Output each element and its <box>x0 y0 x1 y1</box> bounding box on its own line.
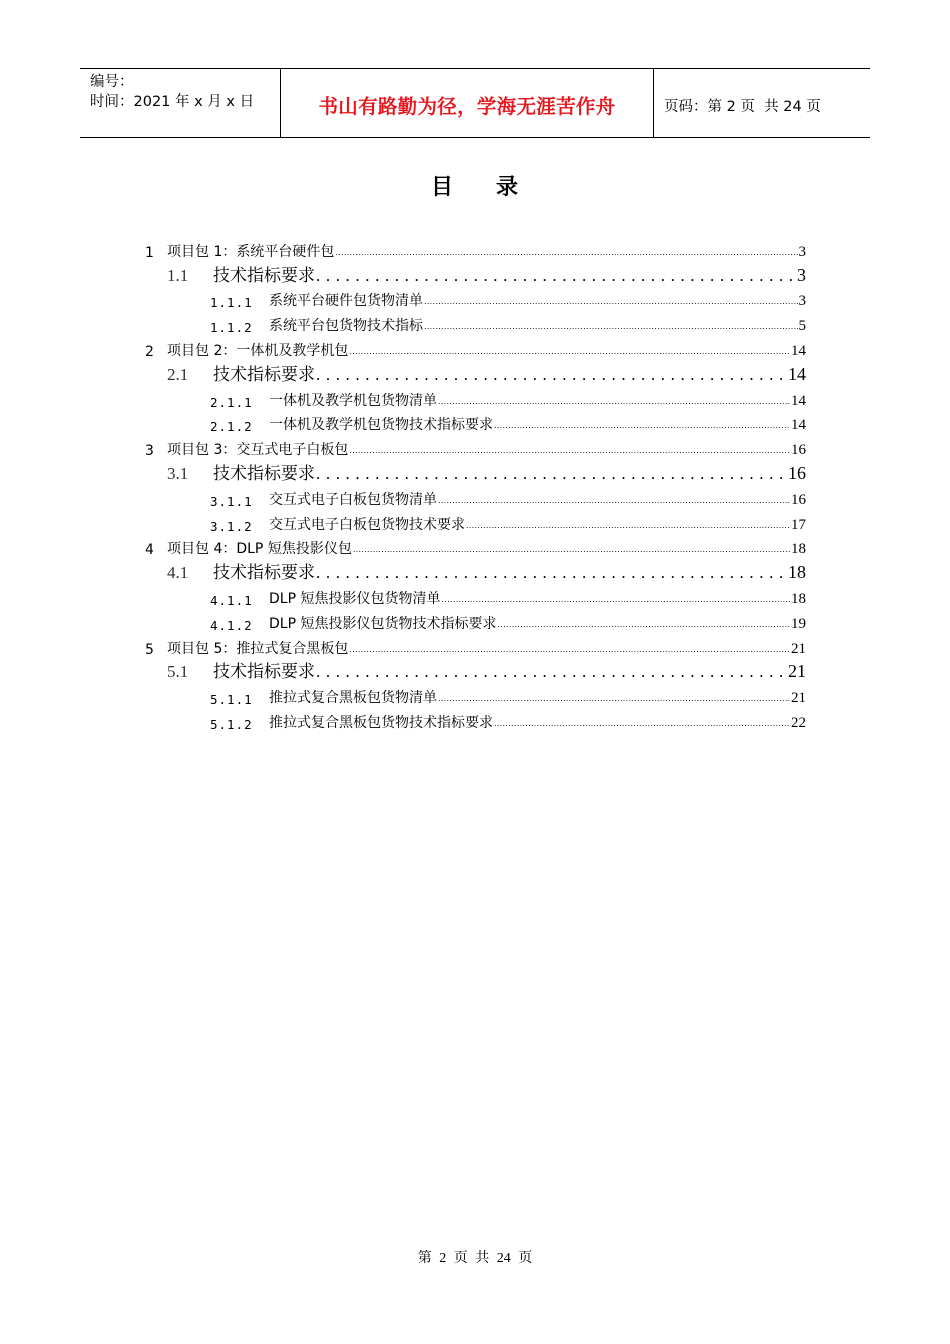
toc-title-char-2: 录 <box>496 175 520 200</box>
toc-dot-leader <box>438 394 790 410</box>
toc-dot-leader <box>349 443 790 459</box>
toc-dot-leader <box>316 662 787 682</box>
toc-entry-title: 交互式电子白板包货物技术要求 <box>269 516 465 533</box>
toc-entry-title: 技术指标要求 <box>213 463 315 483</box>
toc-title <box>0 170 950 201</box>
toc-entry-page: 16 <box>791 442 806 459</box>
toc-entry-number: 1.1.1 <box>210 295 253 311</box>
toc-entry[interactable] <box>145 236 806 261</box>
toc-entry-title: 项目包 1：系统平台硬件包 <box>167 243 335 260</box>
toc-entry-title: 技术指标要求 <box>213 265 315 285</box>
toc-dot-leader <box>466 518 790 534</box>
toc-entry-title: 项目包 2：一体机及教学机包 <box>167 342 349 359</box>
header-motto-cell <box>281 69 654 137</box>
toc-entry[interactable] <box>145 682 806 707</box>
toc-entry-title: 系统平台包货物技术指标 <box>269 318 423 335</box>
toc-entry-number: 4.1 <box>167 563 189 583</box>
toc-entry-number: 1.1 <box>167 265 189 285</box>
toc-entry[interactable] <box>145 434 806 459</box>
toc-dot-leader <box>316 563 787 583</box>
toc-dot-leader <box>424 294 798 310</box>
toc-entry[interactable] <box>145 261 806 286</box>
toc-entry[interactable] <box>145 583 806 608</box>
toc-entry-title: 技术指标要求 <box>213 563 315 583</box>
toc-entry[interactable] <box>145 484 806 509</box>
toc-entry[interactable] <box>145 286 806 311</box>
serial-number-label: 编号： <box>90 74 134 90</box>
toc-entry-number: 4 <box>145 542 154 559</box>
toc-entry-title: 项目包 5：推拉式复合黑板包 <box>167 640 349 657</box>
toc-entry[interactable] <box>145 707 806 732</box>
toc-entry-title: DLP 短焦投影仪包货物清单 <box>269 590 441 607</box>
table-of-contents <box>145 236 806 732</box>
toc-entry-page: 3 <box>798 243 806 260</box>
toc-entry-title: 技术指标要求 <box>213 662 315 682</box>
toc-entry-number: 1.1.2 <box>210 320 253 336</box>
toc-entry-page: 3 <box>797 264 806 285</box>
header-info-cell <box>80 69 281 137</box>
toc-entry[interactable] <box>145 385 806 410</box>
page-header <box>80 68 870 138</box>
toc-entry-page: 14 <box>788 363 806 384</box>
toc-entry-page: 21 <box>791 690 806 707</box>
toc-entry-title: 推拉式复合黑板包货物技术指标要求 <box>269 714 493 731</box>
toc-entry-page: 21 <box>788 661 806 682</box>
toc-entry[interactable] <box>145 310 806 335</box>
toc-entry-title: 技术指标要求 <box>213 364 315 384</box>
toc-title-char-1: 目 <box>430 175 454 200</box>
toc-entry-number: 2.1.1 <box>210 394 253 410</box>
toc-dot-leader <box>494 716 790 732</box>
toc-entry-number: 2.1.2 <box>210 419 253 435</box>
toc-entry-page: 17 <box>791 516 806 533</box>
toc-dot-leader <box>316 266 796 286</box>
time-label: 时间：2021 年 x 月 x 日 <box>90 94 255 110</box>
toc-entry-page: 18 <box>788 562 806 583</box>
toc-entry[interactable] <box>145 459 806 484</box>
toc-dot-leader <box>349 344 790 360</box>
toc-entry-title: 项目包 3：交互式电子白板包 <box>167 442 349 459</box>
toc-entry-page: 14 <box>791 392 806 409</box>
toc-entry[interactable] <box>145 534 806 559</box>
toc-entry-number: 5.1.2 <box>210 716 253 732</box>
toc-entry-page: 14 <box>791 342 806 359</box>
toc-dot-leader <box>438 493 790 509</box>
toc-entry-page: 14 <box>791 417 806 434</box>
toc-entry-number: 3.1.2 <box>210 518 253 534</box>
toc-entry[interactable] <box>145 633 806 658</box>
page-footer: 第 2 页 共 24 页 <box>417 1251 533 1266</box>
toc-dot-leader <box>438 691 790 707</box>
toc-entry-page: 16 <box>788 462 806 483</box>
toc-entry-number: 4.1.1 <box>210 592 253 608</box>
motto-text: 书山有路勤为径，学海无涯苦作舟 <box>318 95 616 118</box>
toc-entry[interactable] <box>145 558 806 583</box>
toc-entry-number: 3.1 <box>167 463 189 483</box>
toc-entry-number: 2.1 <box>167 364 189 384</box>
toc-entry-title: DLP 短焦投影仪包货物技术指标要求 <box>269 615 497 632</box>
toc-dot-leader <box>497 617 790 633</box>
toc-entry-page: 18 <box>791 590 806 607</box>
toc-entry-page: 18 <box>791 541 806 558</box>
toc-entry-title: 推拉式复合黑板包货物清单 <box>269 690 437 707</box>
toc-dot-leader <box>335 245 797 261</box>
header-page-cell <box>654 69 870 137</box>
toc-entry[interactable] <box>145 658 806 683</box>
toc-entry-title: 交互式电子白板包货物清单 <box>269 491 437 508</box>
toc-entry-page: 22 <box>791 714 806 731</box>
toc-entry-title: 项目包 4：DLP 短焦投影仪包 <box>167 541 352 558</box>
toc-entry-page: 19 <box>791 615 806 632</box>
toc-entry-title: 系统平台硬件包货物清单 <box>269 293 423 310</box>
toc-entry-number: 3.1.1 <box>210 493 253 509</box>
toc-dot-leader <box>316 365 787 385</box>
toc-entry[interactable] <box>145 608 806 633</box>
toc-dot-leader <box>441 592 790 608</box>
toc-entry-page: 21 <box>791 640 806 657</box>
toc-entry-page: 3 <box>798 293 806 310</box>
toc-entry-number: 5 <box>145 641 154 658</box>
toc-entry-number: 2 <box>145 343 154 360</box>
toc-entry-page: 16 <box>791 491 806 508</box>
toc-entry-number: 5.1.1 <box>210 692 253 708</box>
toc-entry-page: 5 <box>798 318 806 335</box>
header-page-info: 页码：第 2 页 共 24 页 <box>664 98 821 115</box>
toc-entry-number: 4.1.2 <box>210 617 253 633</box>
toc-dot-leader <box>494 418 790 434</box>
toc-dot-leader <box>349 642 790 658</box>
toc-entry[interactable] <box>145 410 806 435</box>
toc-entry[interactable] <box>145 335 806 360</box>
toc-dot-leader <box>424 319 798 335</box>
toc-dot-leader <box>353 542 790 558</box>
toc-entry[interactable] <box>145 509 806 534</box>
toc-entry[interactable] <box>145 360 806 385</box>
toc-entry-number: 3 <box>145 443 154 460</box>
toc-dot-leader <box>316 464 787 484</box>
toc-entry-number: 5.1 <box>167 662 189 682</box>
toc-entry-number: 1 <box>145 244 154 261</box>
toc-entry-title: 一体机及教学机包货物技术指标要求 <box>269 417 493 434</box>
toc-entry-title: 一体机及教学机包货物清单 <box>269 392 437 409</box>
